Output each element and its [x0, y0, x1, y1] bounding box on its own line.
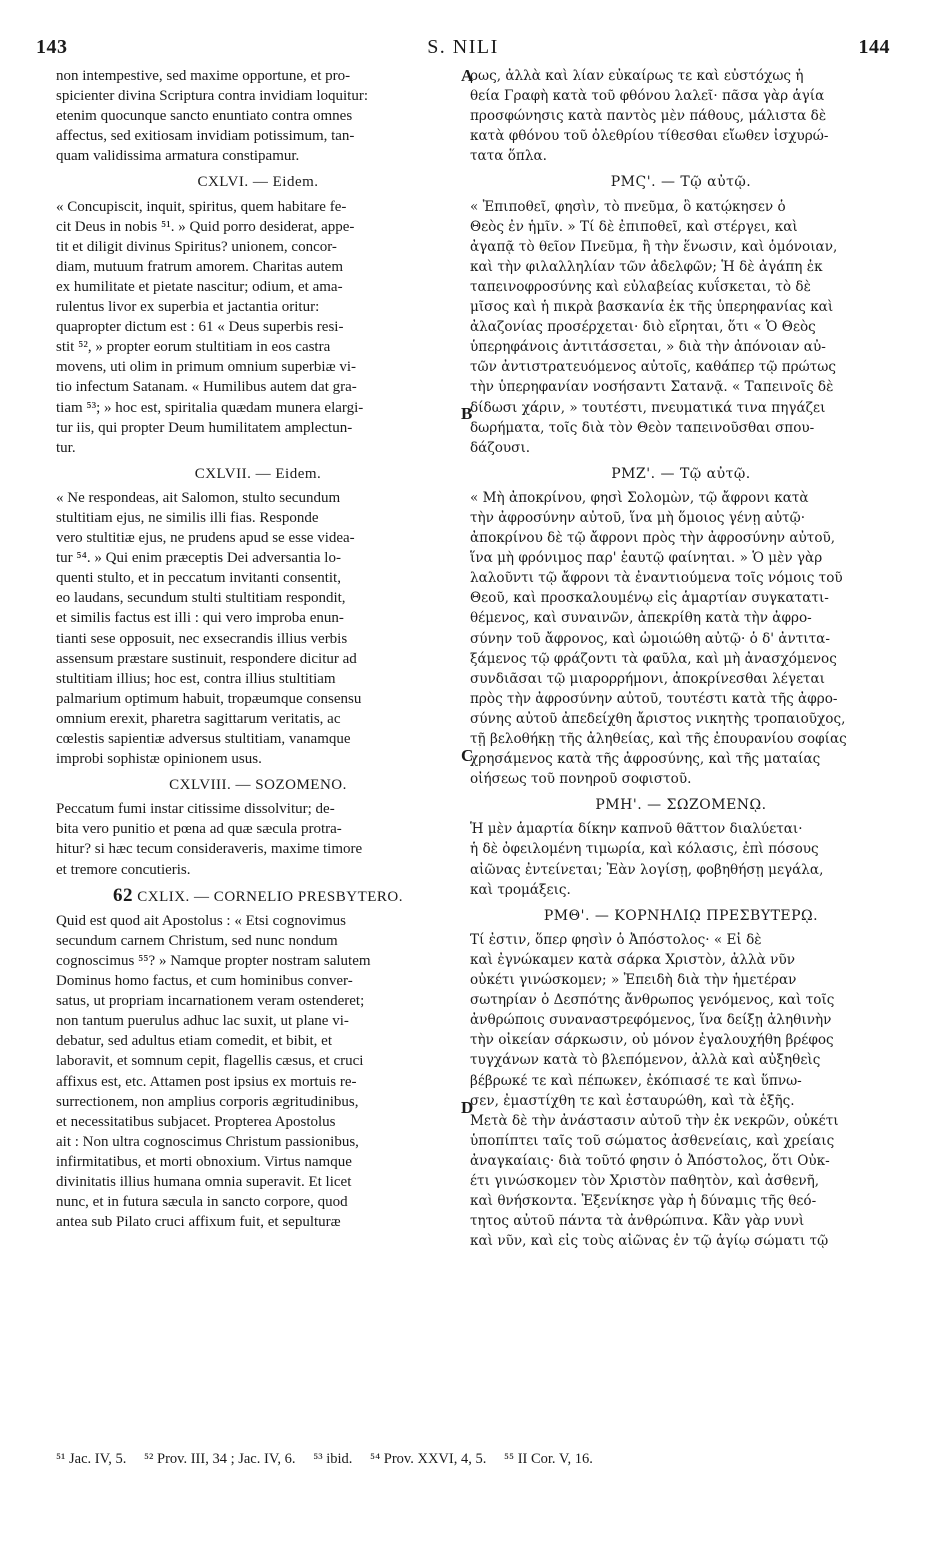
- text-line: quenti stulto, et in peccatum invitanti consentit,: [56, 570, 341, 587]
- text-line: μῖσος καὶ ἡ πικρὰ βασκανία ἐκ τῆς ὑπερηφανίας καὶ: [470, 299, 834, 316]
- text-line: οὐκέτι γινώσκομεν; » Ἐπειδὴ διὰ τὴν ἡμετέραν: [470, 972, 797, 989]
- text-line: tiam ⁵³; » hoc est, spiritalia quædam munera elargi-: [56, 399, 364, 416]
- text-line: infirmitatibus, et morti obnoxium. Virtus namque: [56, 1153, 352, 1170]
- footnote: ⁵⁴ Prov. XXVI, 4, 5.: [370, 1451, 487, 1467]
- page-number-left: 143: [36, 36, 68, 58]
- text-line: tianti sese opposuit, nec exsecrandis illius verbis: [56, 630, 348, 647]
- page-number-right: 144: [858, 36, 890, 58]
- margin-marker-c: C: [461, 746, 474, 765]
- text-line: Dominus homo factus, et cum hominibus conver-: [56, 973, 353, 990]
- text-line: omnium erexit, pharetra sagittarum veritatis, ac: [56, 710, 341, 727]
- text-line: quapropter dictum est : 61 « Deus superbis resi-: [56, 319, 344, 336]
- text-line: πρὸς τὴν ἀφροσύνην αὐτοῦ, τουτέστι κατὰ τῆς ἀφρο-: [470, 690, 838, 707]
- text-line: ex humilitate et pietate nascitur; odium, et ama-: [56, 278, 343, 295]
- footnote: ⁵² Prov. III, 34 ; Jac. IV, 6.: [143, 1451, 296, 1467]
- text-line: etenim quocunque sancto enuntiato contra omnes: [56, 108, 353, 125]
- text-line: ὑπερηφάνοις ἀντιτάσσεται, » διὰ τὴν ἀπόνοιαν αὐ-: [470, 339, 826, 356]
- text-line: Quid est quod ait Apostolus : « Etsi cognovimus: [56, 912, 347, 929]
- text-line: ἀγαπᾷ τὸ θεῖον Πνεῦμα, ἢ τὴν ἕνωσιν, καὶ ὁμόνοιαν,: [470, 238, 838, 255]
- margin-marker-b: B: [461, 404, 473, 423]
- text-line: τὴν ὑπερηφανίαν νοσήσαντι Σατανᾷ. « Ταπεινοῖς δὲ: [470, 379, 834, 396]
- text-line: δίδωσι χάριν, » τουτέστι, πνευματικά τινα πηγάζει: [470, 399, 826, 416]
- text-line: nunc, et in futura sæcula in sancto corpore, quod: [56, 1194, 348, 1211]
- text-line: « Μὴ ἀποκρίνου, φησὶ Σολομὼν, τῷ ἄφρονι κατὰ: [470, 489, 809, 506]
- text-line: τὴν οἰκείαν σάρκωσιν, οὐ μόνον ἐγαλουχήθη βρέφος: [470, 1032, 834, 1049]
- text-line: ρως, ἀλλὰ καὶ λίαν εὐκαίρως τε καὶ εὐστόχως ἡ: [470, 68, 804, 84]
- text-line: non intempestive, sed maxime opportune, et pro-: [56, 68, 351, 84]
- text-line: « Ne respondeas, ait Salomon, stulto secundum: [56, 489, 341, 506]
- section-heading-text: CXLVI. — Eidem.: [197, 174, 319, 191]
- text-line: σεν, ἐμαστίχθη τε καὶ ἐσταυρώθη, καὶ τὰ ἑξῆς.: [470, 1092, 795, 1109]
- text-line: secundum carnem Christum, sed nunc nondum: [56, 932, 338, 949]
- section-heading: [470, 172, 892, 192]
- text-line: cognoscimus ⁵⁵? » Namque propter nostram salutem: [56, 952, 371, 969]
- text-line: Μετὰ δὲ τὴν ἀνάστασιν αὐτοῦ τὴν ἐκ νεκρῶν, οὐκέτι: [470, 1112, 839, 1129]
- section-heading-text: CXLIX. — CORNELIO PRESBYTERO.: [137, 888, 403, 905]
- text-line: δωρήματα, τοῖς διὰ τὸν Θεὸν ταπεινοῦσθαι σπου-: [470, 419, 815, 436]
- text-line: « Ἐπιποθεῖ, φησὶν, τὸ πνεῦμα, ὃ κατῴκησεν ὁ: [470, 198, 786, 215]
- section-heading: [56, 172, 460, 192]
- text-line: ἵνα μὴ φρόνιμος παρ' ἑαυτῷ φαίνηται. » Ὁ μὲν γὰρ: [470, 550, 823, 567]
- text-line: Θεὸς ἐν ἡμῖν. » Τί δὲ ἐπιποθεῖ, καὶ στέργει, καὶ: [470, 218, 798, 235]
- text-line: τητος αὐτοῦ πάντα τὰ ἀνθρώπινα. Κἂν γὰρ νυνὶ: [470, 1213, 805, 1230]
- text-line: diam, mutuum fratrum amorem. Charitas autem: [56, 258, 344, 275]
- text-line: χρησάμενος κατὰ τῆς ἀφροσύνης, καὶ τῆς ματαίας: [470, 751, 821, 768]
- text-line: improbi sophistæ opinionem usus.: [56, 751, 262, 768]
- text-line: Ἡ μὲν ἁμαρτία δίκην καπνοῦ θᾶττον διαλύεται·: [470, 821, 803, 838]
- text-line: hitur? si hæc tecum consideraveris, maxime timore: [56, 841, 363, 858]
- text-line: stit ⁵², » propter eorum stultitiam in eos castra: [56, 339, 331, 356]
- text-line: bita vero punitio et pœna ad quæ sæcula protra-: [56, 821, 342, 838]
- text-line: tio infectum Satanam. « Humilibus autem dat gra-: [56, 379, 357, 396]
- text-line: tur iis, qui propter Deum humilitatem amplectun-: [56, 419, 353, 436]
- text-line: stultitiam ejus, ne similis illi fias. Responde: [56, 509, 319, 526]
- text-line: σωτηρίαν ὁ Δεσπότης ἄνθρωπος γενόμενος, καὶ τοῖς: [470, 992, 835, 1009]
- text-line: ὑποπίπτει ταῖς τοῦ σώματος ἀσθενείαις, καὶ χρείαις: [470, 1132, 835, 1149]
- footnote: ⁵⁵ II Cor. V, 16.: [503, 1451, 593, 1467]
- text-line: cit Deus in nobis ⁵¹. » Quid porro desiderat, appe-: [56, 218, 355, 235]
- text-line: non tantum puerulus adhuc lac suxit, ut plane vi-: [56, 1013, 349, 1030]
- text-line: καὶ τρομάξεις.: [470, 881, 571, 898]
- text-line: τὴν ἀφροσύνην αὐτοῦ, ἵνα μὴ ὅμοιος γένῃ αὐτῷ·: [470, 509, 806, 526]
- text-line: σύνης αὐτοῦ ἀπεδείχθη ἄριστος νικητὴς τροπαιοῦχος,: [470, 710, 846, 727]
- text-line: Peccatum fumi instar citissime dissolvitur; de-: [56, 801, 335, 818]
- text-line: έτι γινώσκομεν τὸν Χριστὸν παθητὸν, καὶ ἀσθενῆ,: [470, 1172, 820, 1189]
- text-line: ταπεινοφροσύνης καὶ εὐλαβείας κυΐσκεται, τὸ δὲ: [470, 278, 811, 295]
- text-line: rulentus livor ex superbia et jactantia oritur:: [56, 299, 320, 316]
- text-line: ait : Non ultra cognoscimus Christum passionibus,: [56, 1133, 359, 1150]
- text-line: affectus, sed exitiosam invidiam potissimum, tan-: [56, 128, 355, 145]
- text-line: καὶ νῦν, καὶ εἰς τοὺς αἰῶνας ἐν τῷ ἁγίῳ σώματι τῷ: [470, 1233, 829, 1250]
- section-heading-text: ΡΜϚ'. — Τῷ αὐτῷ.: [610, 174, 752, 191]
- text-line: vero stultitiæ ejus, ne prudens apud se esse videa-: [56, 530, 355, 547]
- text-line: συνδιᾶσαι τῷ μιαρορρήμονι, ἀποκρίνεσθαι λέγεται: [470, 670, 826, 687]
- text-line: κατὰ φθόνου τοῦ ὀλεθρίου τίθεσθαι εἴωθεν ἰσχυρώ-: [470, 128, 829, 145]
- page-header: [36, 36, 890, 64]
- text-line: ἡ δὲ ὀφειλομένη τιμωρία, καὶ κόλασις, ἐπὶ πόσους: [470, 841, 819, 858]
- text-line: Θεοῦ, καὶ προσκαλουμένῳ εἰς ἁμαρτίαν συγκατατι-: [470, 590, 829, 607]
- text-line: assensum præstare sustinuit, respondere dicitur ad: [56, 650, 357, 667]
- text-line: καὶ θνήσκοντα. Ἐξενίκησε γὰρ ἡ δύναμις τῆς θεό-: [470, 1193, 817, 1210]
- text-line: laboravit, et somnum cepit, flagellis cæsus, et cruci: [56, 1053, 364, 1070]
- section-heading: [470, 906, 892, 926]
- text-line: ἀνθρώποις συναναστρεφόμενος, ἵνα δείξῃ ἀληθινὴν: [470, 1012, 832, 1029]
- greek-column: [470, 66, 892, 1251]
- text-line: et tremore concutieris.: [56, 861, 191, 878]
- text-line: surrectionem, non amplius corporis ægritudinibus,: [56, 1093, 359, 1110]
- text-line: antea sub Pilato cruci affixum fuit, et sepulturæ: [56, 1214, 341, 1231]
- margin-marker-a: A: [461, 66, 474, 85]
- text-line: ἀποκρίνου δὲ τῷ ἄφρονι πρὸς τὴν ἀφροσύνην αὐτοῦ,: [470, 530, 836, 547]
- text-line: τυγχάνων κατὰ τὸ βλεπόμενον, ἀλλὰ καὶ αὐξηθεὶς: [470, 1052, 821, 1069]
- text-line: οἰήσεως τοῦ πονηροῦ σοφιστοῦ.: [470, 771, 692, 788]
- text-line: ἀναγκαίαις· διὰ τοῦτό φησιν ὁ Ἀπόστολος, ὅτι Οὐκ-: [470, 1152, 830, 1169]
- text-line: σύνην τοῦ ἄφρονος, καὶ ὡμοιώθη αὐτῷ· ὁ δ' ἀντιτα-: [470, 630, 830, 647]
- section-heading: [56, 886, 460, 907]
- section-heading-text: CXLVIII. — SOZOMENO.: [169, 777, 347, 794]
- text-line: ἀλαζονίας προσέρχεται· διὸ εἴρηται, ὅτι « Ὁ Θεὸς: [470, 319, 816, 336]
- text-line: affixus est, etc. Attamen post ipsius ex mortuis re-: [56, 1073, 357, 1090]
- text-line: spicienter divina Scriptura contra invidiam loquitur:: [56, 88, 369, 105]
- text-line: quam validissima armatura constipamur.: [56, 148, 300, 165]
- text-line: satus, ut propriam incarnationem veram ostenderet;: [56, 993, 365, 1010]
- text-line: ξάμενος τῷ φράζοντι τὰ φαῦλα, καὶ μὴ ἀνασχόμενος: [470, 650, 837, 667]
- running-title: S. NILI: [427, 36, 499, 58]
- text-line: divinitatis illius humana omnia superavit. Et licet: [56, 1173, 352, 1190]
- section-heading-text: CXLVII. — Eidem.: [194, 465, 322, 482]
- text-line: tur.: [56, 439, 76, 456]
- section-heading-text: ΡΜΖ'. — Τῷ αὐτῷ.: [611, 465, 751, 482]
- text-line: τῇ βελοθήκῃ τῆς ἀληθείας, καὶ τῆς ἐπουρανίου σοφίας: [470, 731, 847, 747]
- section-heading-text: ΡΜΘ'. — ΚΟΡΝΗΛΙῼ ΠΡΕΣΒΥΤΕΡῼ.: [543, 907, 819, 924]
- section-heading: [56, 775, 460, 795]
- text-line: tit et diligit divinus Spiritus? unionem, concor-: [56, 238, 337, 255]
- text-line: eo laudans, secundum stulti stultitiam respondit,: [56, 590, 346, 607]
- text-line: θέμενος, καὶ συναινῶν, ἀπεκρίθη κατὰ τὴν ἀφρο-: [470, 610, 812, 627]
- text-line: tur ⁵⁴. » Qui enim præceptis Dei adversantia lo-: [56, 550, 341, 567]
- footnotes: [56, 1450, 890, 1468]
- text-line: λαλοῦντι τῷ ἄφρονι τὰ ἐναντιούμενα τοῖς νόμοις τοῦ: [470, 570, 843, 587]
- text-line: αἰῶνας ἐντείνεται; Ἐὰν λογίσῃ, φοβηθήσῃ μεγάλα,: [470, 861, 824, 878]
- section-page-marker: 62: [112, 884, 133, 906]
- section-heading: [470, 464, 892, 484]
- section-heading-text: ΡΜΗ'. — ΣΩΖΟΜΕΝῼ.: [595, 797, 767, 814]
- text-line: καὶ ἐγνώκαμεν κατὰ σάρκα Χριστὸν, ἀλλὰ νῦν: [470, 951, 795, 968]
- text-line: τατα ὅπλα.: [470, 148, 547, 165]
- text-line: καὶ τὴν φιλαλληλίαν τῶν ἀδελφῶν; Ἡ δὲ ἀγάπη ἐκ: [470, 258, 823, 275]
- text-line: et necessitatibus subjacet. Propterea Apostolus: [56, 1113, 336, 1130]
- text-line: stultitiam illius; hoc est, contra illius stultitiam: [56, 670, 336, 687]
- text-line: δάζουσι.: [470, 439, 531, 456]
- text-line: et similis factus est illi : qui vero improba enun-: [56, 610, 344, 627]
- text-line: βέβρωκέ τε καὶ πέπωκεν, ἐκόπιασέ τε καὶ ὕπνω-: [470, 1072, 802, 1089]
- section-heading: [56, 464, 460, 484]
- text-line: debatur, sed adultus etiam comedit, et bibit, et: [56, 1033, 332, 1050]
- text-line: movens, uti olim in primum omnium superbiæ vi-: [56, 359, 356, 376]
- text-line: cœlestis sapientiæ adversus stultitiam, vanamque: [56, 731, 351, 747]
- text-line: Τί ἐστιν, ὅπερ φησὶν ὁ Ἀπόστολος· « Εἰ δὲ: [470, 931, 762, 948]
- text-line: palmarium optimum habuit, tropæumque consensu: [56, 690, 362, 707]
- section-heading: [470, 795, 892, 815]
- text-line: θεία Γραφὴ κατὰ τοῦ φθόνου λαλεῖ· πᾶσα γὰρ ἁγία: [470, 88, 825, 105]
- text-line: τῶν ἀντιστρατευόμενος αὐτοῖς, καθάπερ τῷ πρώτως: [470, 359, 836, 376]
- footnote: ⁵³ ibid.: [313, 1451, 353, 1467]
- latin-column: [56, 66, 460, 1232]
- margin-marker-d: D: [461, 1098, 474, 1117]
- text-line: προσφώνησις κατὰ παντὸς μὲν πάθους, μάλιστα δὲ: [470, 108, 827, 125]
- footnote: ⁵¹ Jac. IV, 5.: [56, 1451, 127, 1467]
- text-line: « Concupiscit, inquit, spiritus, quem habitare fe-: [56, 198, 347, 215]
